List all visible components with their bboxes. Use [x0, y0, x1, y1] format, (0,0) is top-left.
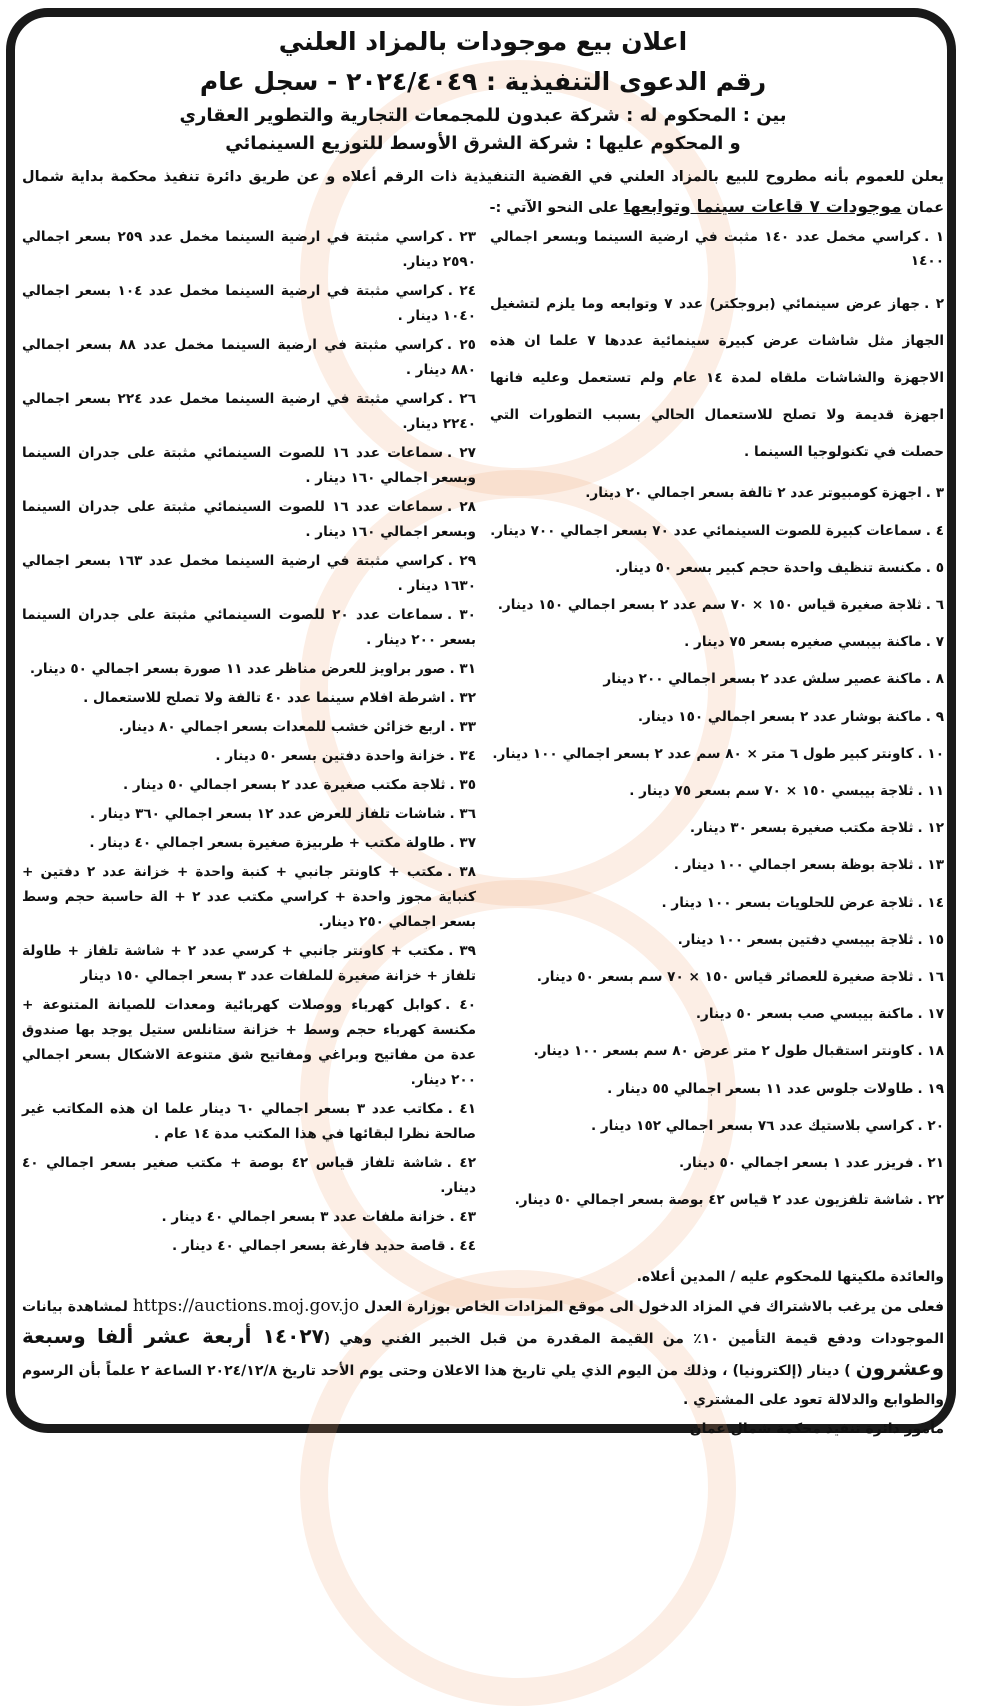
items-columns	[22, 225, 944, 1263]
item-text: ثلاجة صغيرة قياس ١٥٠ × ٧٠ سم عدد ٢ بسعر اجمالي ١٥٠ دينار.	[497, 597, 922, 614]
list-item	[22, 802, 476, 827]
item-text: كراسي مثبتة في ارضية السينما مخمل عدد ١٠٤ بسعر اجمالي ١٠٤٠ دينار .	[22, 283, 476, 324]
item-number: ٣٤ .	[449, 748, 476, 764]
item-number: ١٠ .	[917, 745, 944, 762]
plaintiff: بين : المحكوم له : شركة عبدون للمجمعات التجارية والتطوير العقاري	[179, 105, 787, 126]
item-text: كراسي بلاستيك عدد ٧٦ بسعر اجمالي ١٥٢ دينار .	[590, 1117, 914, 1134]
item-number: ٣٦ .	[449, 806, 476, 822]
list-item	[490, 667, 944, 691]
item-text: شاشة تلفزيون عدد ٢ قياس ٤٢ بوصة بسعر اجمالي ٥٠ دينار.	[514, 1192, 914, 1209]
list-item	[490, 853, 944, 877]
item-text: كراسي مثبتة في ارضية السينما مخمل عدد ١٦٣ بسعر اجمالي ١٦٣٠ دينار .	[22, 553, 476, 594]
auction-notice	[22, 22, 944, 1437]
item-text: ثلاجة بيبسي ١٥٠ × ٧٠ سم بسعر ٧٥ دينار .	[629, 783, 914, 800]
item-number: ٢٧ .	[446, 445, 476, 461]
item-text: مكنسة تنظيف واحدة حجم كبير بسعر ٥٠ دينار.	[615, 559, 922, 576]
item-number: ٣ .	[925, 485, 944, 502]
item-number: ٤ .	[925, 522, 944, 539]
item-text: سماعات عدد ١٦ للصوت السينمائي مثبتة على جدران السينما وبسعر اجمالي ١٦٠ دينار .	[22, 445, 476, 486]
item-text: سماعات عدد ٢٠ للصوت السينمائي مثبتة على جدران السينما بسعر ٢٠٠ دينار .	[22, 607, 476, 648]
item-number: ٤٠ .	[445, 997, 476, 1013]
paragraph-text: فعلى من يرغب بالاشتراك في المزاد الدخول الى موقع المزادات الخاص بوزارة العدل	[359, 1299, 944, 1315]
list-item	[22, 1205, 476, 1230]
list-item	[22, 225, 476, 275]
item-number: ١ .	[924, 229, 944, 245]
item-number: ٤٢ .	[446, 1155, 477, 1171]
auction-url-link[interactable]: https://auctions.moj.gov.jo	[132, 1296, 360, 1316]
item-number: ٣٣ .	[449, 719, 476, 735]
item-text: مكاتب عدد ٣ بسعر اجمالي ٦٠ دينار علما ان هذه المكاتب غير صالحة نظرا لبقائها في هذا المكتب مدة ١٤ عام .	[22, 1101, 476, 1142]
item-text: ثلاجة مكتب صغيرة عدد ٢ بسعر اجمالي ٥٠ دينار .	[122, 777, 446, 793]
list-item	[490, 1114, 944, 1138]
list-item	[22, 279, 476, 329]
item-text: اربع خزائن خشب للمعدات بسعر اجمالي ٨٠ دينار.	[118, 719, 446, 735]
list-item	[490, 779, 944, 803]
item-number: ٢٩ .	[447, 553, 476, 569]
list-item	[490, 742, 944, 766]
list-item	[490, 965, 944, 989]
item-text: قاصة حديد فارغة بسعر اجمالي ٤٠ دينار .	[172, 1238, 446, 1254]
list-item	[490, 816, 944, 840]
list-item	[490, 1077, 944, 1101]
list-item	[490, 630, 944, 654]
intro-text: يعلن للعموم بأنه مطروح للبيع بالمزاد العلني في القضية التنفيذية ذات الرقم أعلاه و عن طريق دائرة تنفيذ محكمة بداية شمال عمان	[22, 169, 944, 216]
list-item	[22, 333, 476, 383]
list-item	[22, 860, 476, 935]
item-text: طاولة مكتب + طربيزة صغيرة بسعر اجمالي ٤٠ دينار .	[89, 835, 446, 851]
item-number: ٧ .	[925, 634, 944, 651]
item-text: كوابل كهرباء ووصلات كهربائية ومعدات للصيانة المتنوعة + مكنسة كهرباء حجم وسط + خزانة ستانلس ستيل يوجد بها صندوق عدة من مفاتيح وبراغي ومفاتيح شق متنوعة الاشكال بسعر اجمالي ٢٠٠ دينار.	[22, 997, 476, 1088]
item-number: ٨ .	[925, 671, 944, 688]
item-number: ٢٣ .	[447, 229, 476, 245]
item-text: خزانة واحدة دفتين بسعر ٥٠ دينار .	[215, 748, 446, 764]
item-text: سماعات عدد ١٦ للصوت السينمائي مثبتة على جدران السينما وبسعر اجمالي ١٦٠ دينار .	[22, 499, 476, 540]
participation-paragraph	[22, 1292, 944, 1415]
list-item	[22, 715, 476, 740]
item-text: اشرطة افلام سينما عدد ٤٠ تالفة ولا تصلح للاستعمال .	[83, 690, 446, 706]
item-number: ٤٤ .	[449, 1238, 476, 1254]
item-text: كراسي مخمل عدد ١٤٠ مثبت في ارضية السينما وبسعر اجمالي ١٤٠٠	[490, 229, 944, 270]
item-text: سماعات كبيرة للصوت السينمائي عدد ٧٠ بسعر اجمالي ٧٠٠ دينار.	[490, 522, 922, 539]
list-item	[22, 773, 476, 798]
item-text: كراسي مثبتة في ارضية السينما مخمل عدد ٢٥٩ بسعر اجمالي ٢٥٩٠ دينار.	[22, 229, 476, 270]
list-item	[22, 387, 476, 437]
list-item	[22, 993, 476, 1093]
list-item	[22, 441, 476, 491]
intro-text-end: على النحو الآتي :-	[489, 200, 624, 216]
list-item	[490, 928, 944, 952]
item-number: ٤١ .	[447, 1101, 476, 1117]
item-number: ٢٤ .	[447, 283, 476, 299]
items-column-right	[490, 225, 944, 1263]
item-number: ٣١ .	[449, 661, 476, 677]
item-text: كاونتر كبير طول ٦ متر × ٨٠ سم عدد ٢ بسعر اجمالي ١٠٠ دينار.	[492, 745, 914, 762]
item-number: ٢ .	[924, 296, 944, 313]
item-number: ١٦ .	[917, 969, 944, 986]
list-item	[22, 1151, 476, 1201]
list-item	[22, 686, 476, 711]
intro-highlight: موجودات ٧ قاعات سينما وتوابعها	[623, 197, 902, 217]
item-number: ٢١ .	[917, 1155, 944, 1172]
item-text: كراسي مثبتة في ارضية السينما مخمل عدد ٢٢٤ بسعر اجمالي ٢٢٤٠ دينار.	[22, 391, 476, 432]
list-item	[22, 603, 476, 653]
list-item	[490, 481, 944, 505]
item-number: ٢٦ .	[447, 391, 476, 407]
case-number: رقم الدعوى التنفيذية : ٢٠٢٤/٤٠٤٩ - سجل عام	[199, 67, 767, 96]
item-number: ٣٥ .	[449, 777, 476, 793]
list-item	[490, 519, 944, 543]
list-item	[490, 1039, 944, 1063]
item-text: جهاز عرض سينمائي (بروجكتر) عدد ٧ وتوابعه وما يلزم لتشغيل الجهاز مثل شاشات عرض كبيرة سينمائية عددها ٧ علما ان هذه الاجهزة والشاشات ملقاه لمدة ١٤ عام ولم تستعمل وعليه فانها اجهزة قديمة ولا تصلح للاستعمال الحالي بسبب التطورات التي حصلت في تكنولوجيا السينما .	[490, 296, 944, 461]
item-text: ماكنة بوشار عدد ٢ بسعر اجمالي ١٥٠ دينار.	[637, 708, 922, 725]
item-number: ٢٨ .	[446, 499, 476, 515]
item-text: مكتب + كاونتر جانبي + كنبة واحدة + خزانة عدد ٢ دفتين + كنباية مجوز واحدة + كراسي مكتب عدد ٢ + الة حاسبة حجم وسط بسعر اجمالي ٢٥٠ دينار.	[22, 864, 476, 930]
notice-title: اعلان بيع موجودات بالمزاد العلني	[278, 27, 688, 56]
item-number: ٩ .	[925, 708, 944, 725]
item-number: ١٥ .	[917, 931, 944, 948]
list-item	[490, 225, 944, 273]
item-text: ثلاجة بيبسي دفتين بسعر ١٠٠ دينار.	[677, 931, 914, 948]
item-number: ١٤ .	[917, 894, 944, 911]
item-number: ٤٣ .	[449, 1209, 476, 1225]
intro-paragraph	[22, 162, 944, 223]
item-text: ماكنة بيبسي صب بسعر ٥٠ دينار.	[695, 1006, 914, 1023]
list-item	[22, 1234, 476, 1259]
deposit-amount: ١٤٠٢٧ أربعة عشر ألفا وسبعة وعشرون	[22, 1324, 944, 1380]
item-number: ٣٩ .	[448, 943, 476, 959]
items-column-left	[22, 225, 476, 1263]
list-item	[22, 495, 476, 545]
item-text: ماكنة بيبسي صغيره بسعر ٧٥ دينار .	[684, 634, 922, 651]
item-text: ثلاجة عرض للحلويات بسعر ١٠٠ دينار .	[661, 894, 914, 911]
item-text: شاشات تلفاز للعرض عدد ١٢ بسعر اجمالي ٣٦٠ دينار .	[89, 806, 446, 822]
item-number: ١٧ .	[917, 1006, 944, 1023]
defendant: و المحكوم عليها : شركة الشرق الأوسط للتوزيع السينمائي	[225, 133, 741, 154]
item-number: ٥ .	[925, 559, 944, 576]
item-text: فريزر عدد ١ بسعر اجمالي ٥٠ دينار.	[678, 1155, 914, 1172]
item-number: ١١ .	[917, 783, 944, 800]
list-item	[22, 744, 476, 769]
item-text: ثلاجة مكتب صغيرة بسعر ٣٠ دينار.	[689, 820, 914, 837]
item-text: شاشة تلفاز قياس ٤٢ بوصة + مكتب صغير بسعر اجمالي ٤٠ دينار.	[22, 1155, 476, 1196]
item-number: ٢٥ .	[446, 337, 476, 353]
paragraph-text: لمشاهدة بيانات الموجودات ودفع قيمة التأمين ١٠٪ من القيمة المقدرة من قبل الخبير الفني وهي (	[22, 1299, 944, 1347]
list-item	[490, 556, 944, 580]
paragraph-text: ) دينار (إلكترونيا) ، وذلك من اليوم الذي يلي تاريخ هذا الاعلان وحتى يوم الأحد تاريخ ٢٠٢٤/١٢/٨ الساعة ٢ علماً بأن الرسوم والطوابع والدلالة تعود على المشتري .	[22, 1363, 944, 1408]
item-number: ١٣ .	[917, 857, 944, 874]
list-item	[22, 831, 476, 856]
list-item	[22, 939, 476, 989]
item-text: خزانة ملفات عدد ٣ بسعر اجمالي ٤٠ دينار .	[161, 1209, 446, 1225]
list-item	[490, 705, 944, 729]
item-number: ٣٢ .	[449, 690, 476, 706]
list-item	[490, 286, 944, 471]
item-text: ماكنة عصير سلش عدد ٢ بسعر اجمالي ٢٠٠ دينار	[603, 671, 922, 688]
item-text: مكتب + كاونتر جانبي + كرسي عدد ٢ + شاشة تلفاز + طاولة تلفاز + خزانة صغيرة للملفات عدد ٣ بسعر اجمالي ١٥٠ دينار	[22, 943, 476, 984]
list-item	[22, 1097, 476, 1147]
item-text: كاونتر استقبال طول ٢ متر عرض ٨٠ سم بسعر ١٠٠ دينار.	[533, 1043, 914, 1060]
item-text: اجهزة كومبيوتر عدد ٢ تالفة بسعر اجمالي ٢٠ دينار.	[585, 485, 922, 502]
item-number: ٢٠ .	[917, 1117, 944, 1134]
item-number: ١٨ .	[917, 1043, 944, 1060]
item-text: كراسي مثبتة في ارضية السينما مخمل عدد ٨٨ بسعر اجمالي ٨٨٠ دينار .	[22, 337, 476, 378]
item-number: ٣٨ .	[447, 864, 476, 880]
list-item	[22, 549, 476, 599]
list-item	[490, 593, 944, 617]
list-item	[490, 891, 944, 915]
ownership-note: والعائدة ملكيتها للمحكوم عليه / المدين أعلاه.	[636, 1269, 944, 1285]
item-number: ٢٢ .	[917, 1192, 944, 1209]
list-item	[490, 1188, 944, 1212]
item-text: ثلاجة صغيرة للعصائر قياس ١٥٠ × ٧٠ سم بسعر ٥٠ دينار.	[536, 969, 914, 986]
item-text: طاولات جلوس عدد ١١ بسعر اجمالي ٥٥ دينار .	[607, 1080, 914, 1097]
item-number: ١٢ .	[917, 820, 944, 837]
item-text: ثلاجة بوظة بسعر اجمالي ١٠٠ دينار .	[673, 857, 914, 874]
list-item	[22, 657, 476, 682]
list-item	[490, 1151, 944, 1175]
item-number: ٦ .	[925, 597, 944, 614]
item-text: صور براويز للعرض مناظر عدد ١١ صورة بسعر اجمالي ٥٠ دينار.	[29, 661, 446, 677]
item-number: ٣٠ .	[446, 607, 476, 623]
item-number: ١٩ .	[917, 1080, 944, 1097]
list-item	[490, 1002, 944, 1026]
signature: مأمور دائرة تنفيذ محكمة شمال عمان	[689, 1421, 944, 1437]
item-number: ٣٧ .	[449, 835, 476, 851]
